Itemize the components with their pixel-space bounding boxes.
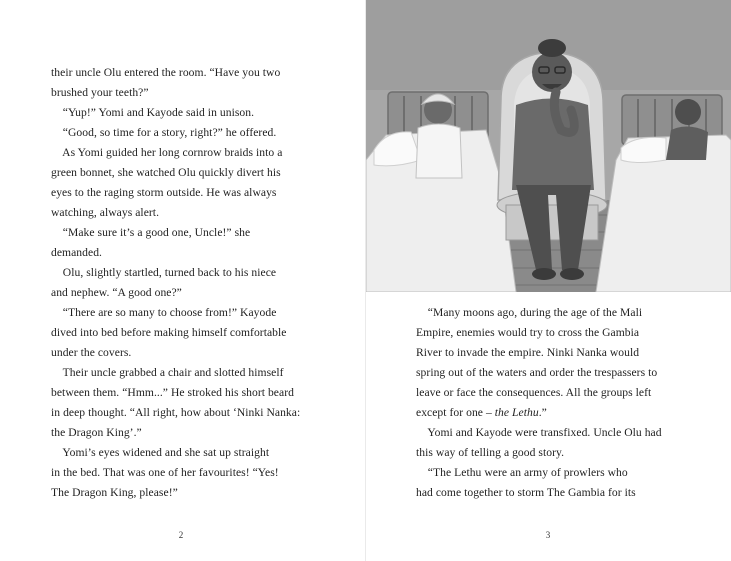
text-line: River to invade the empire. Ninki Nanka would bbox=[416, 346, 640, 359]
text-line: in deep thought. “All right, how about ‘Ninki Nanka: bbox=[51, 406, 301, 419]
text-line: “The Lethu were an army of prowlers who bbox=[416, 466, 628, 479]
text-line: in the bed. That was one of her favourites! “Yes! bbox=[51, 466, 279, 479]
left-page-text bbox=[51, 63, 331, 503]
text-line: The Dragon King, please!” bbox=[51, 486, 178, 499]
text-line: Empire, enemies would try to cross the Gambia bbox=[416, 326, 640, 339]
text-line: spring out of the waters and order the trespassers to bbox=[416, 366, 658, 379]
text-line: the Dragon King’.” bbox=[51, 426, 142, 439]
text-line: “Many moons ago, during the age of the Mali bbox=[416, 306, 643, 319]
italic-name: the Lethu bbox=[494, 406, 539, 419]
text-line: Yomi and Kayode were transfixed. Uncle Olu had bbox=[416, 426, 662, 439]
text-line: dived into bed before making himself comfortable bbox=[51, 326, 287, 339]
text-line: leave or face the consequences. All the groups left bbox=[416, 386, 652, 399]
text-line: “There are so many to choose from!” Kayode bbox=[51, 306, 277, 319]
text-line: their uncle Olu entered the room. “Have you two bbox=[51, 66, 281, 79]
text-line: eyes to the raging storm outside. He was always bbox=[51, 186, 277, 199]
illustration-drawing bbox=[366, 0, 731, 292]
text-line: “Good, so time for a story, right?” he offered. bbox=[51, 126, 277, 139]
line-start: except for one – bbox=[416, 406, 495, 419]
right-page bbox=[366, 0, 731, 561]
bedroom-illustration bbox=[366, 0, 731, 292]
text-line: between them. “Hmm...” He stroked his short beard bbox=[51, 386, 294, 399]
text-line: Yomi’s eyes widened and she sat up straight bbox=[51, 446, 270, 459]
line-end: .” bbox=[538, 406, 547, 419]
text-line: “Make sure it’s a good one, Uncle!” she bbox=[51, 226, 251, 239]
text-line: this way of telling a good story. bbox=[416, 446, 565, 459]
text-line-with-italic bbox=[416, 403, 708, 423]
text-line: Olu, slightly startled, turned back to his niece bbox=[51, 266, 277, 279]
text-line: brushed your teeth?” bbox=[51, 86, 149, 99]
text-line: had come together to storm The Gambia for its bbox=[416, 486, 636, 499]
text-line: Their uncle grabbed a chair and slotted himself bbox=[51, 366, 284, 379]
text-line: under the covers. bbox=[51, 346, 132, 359]
text-line: demanded. bbox=[51, 246, 102, 259]
text-line: green bonnet, she watched Olu quickly divert his bbox=[51, 166, 281, 179]
text-line: As Yomi guided her long cornrow braids into a bbox=[51, 146, 283, 159]
right-page-text bbox=[416, 303, 708, 503]
page-number: 2 bbox=[178, 530, 184, 540]
text-line: watching, always alert. bbox=[51, 206, 160, 219]
page-number: 3 bbox=[545, 530, 551, 540]
text-line: and nephew. “A good one?” bbox=[51, 286, 182, 299]
text-line: “Yup!” Yomi and Kayode said in unison. bbox=[51, 106, 255, 119]
